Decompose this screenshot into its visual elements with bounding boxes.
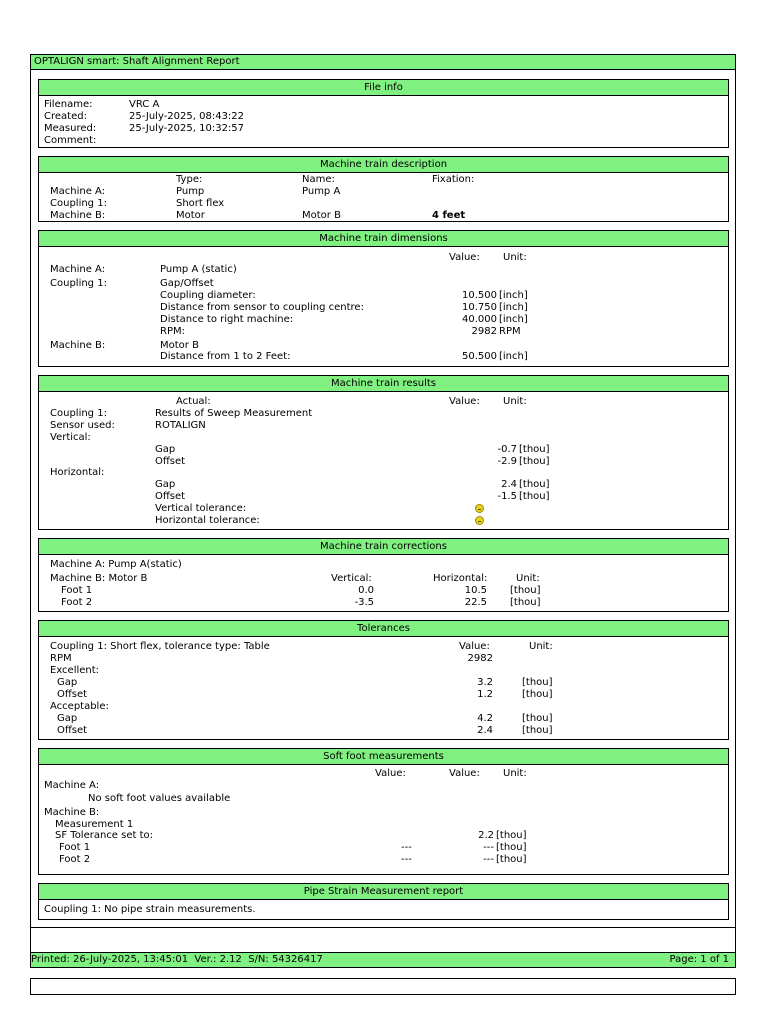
report-footer: [31, 952, 735, 967]
desc-row-label: Machine A:: [50, 186, 106, 197]
file-info-title: File info: [39, 80, 728, 96]
measured-label: Measured:: [44, 123, 97, 134]
exc-offset-unit: [thou]: [522, 689, 553, 700]
correction-unit: [thou]: [510, 597, 541, 608]
correction-vertical: -3.5: [354, 597, 374, 608]
train-dimensions-title: Machine train dimensions: [39, 231, 728, 247]
dim-value: 10.500: [462, 290, 497, 301]
horizontal-label: Horizontal:: [50, 467, 105, 478]
correction-horizontal: 10.5: [464, 585, 487, 596]
v-offset-unit: [thou]: [519, 456, 550, 467]
neutral-smiley-icon: [475, 516, 484, 525]
sf-measurement: Measurement 1: [55, 819, 134, 830]
sf-foot-value1: ---: [401, 842, 412, 853]
sf-foot-unit: [thou]: [496, 842, 527, 853]
soft-foot-title: Soft foot measurements: [39, 749, 728, 765]
h-offset-label: Offset: [155, 491, 186, 502]
sf-machine-a-label: Machine A:: [44, 780, 100, 791]
acc-gap-label: Gap: [57, 713, 78, 724]
coupling-label: Coupling 1:: [50, 408, 107, 419]
acc-offset-value: 2.4: [477, 725, 493, 736]
machine-a-label: Machine A:: [50, 264, 106, 275]
tolerances-coupling: Coupling 1: Short flex, tolerance type: Table: [50, 641, 270, 652]
exc-gap-label: Gap: [57, 677, 78, 688]
col-value: Value:: [459, 641, 490, 652]
col-horizontal: Horizontal:: [433, 573, 488, 584]
h-tolerance-label: Horizontal tolerance:: [155, 515, 260, 526]
desc-row-type: Motor: [176, 210, 205, 221]
feet-distance-unit: [inch]: [499, 351, 528, 362]
machine-b-value: Motor B: [160, 340, 199, 351]
desc-row-name: Pump A: [302, 186, 341, 197]
comment-label: Comment:: [44, 135, 97, 146]
sf-tolerance-value: 2.2: [478, 830, 494, 841]
sf-foot-label: Foot 2: [59, 854, 91, 865]
correction-foot-label: Foot 2: [61, 597, 93, 608]
rpm-label: RPM: [50, 653, 72, 664]
col-unit: Unit:: [503, 396, 527, 407]
desc-row-fixation: 4 feet: [432, 210, 466, 221]
h-gap-label: Gap: [155, 479, 176, 490]
correction-vertical: 0.0: [358, 585, 374, 596]
measured-value: 25-July-2025, 10:32:57: [129, 123, 245, 134]
acceptable-label: Acceptable:: [50, 701, 109, 712]
train-results-section: [38, 375, 729, 530]
v-gap-label: Gap: [155, 444, 176, 455]
feet-distance-label: Distance from 1 to 2 Feet:: [160, 351, 291, 362]
desc-row-name: Motor B: [302, 210, 341, 221]
pipe-strain-title: Pipe Strain Measurement report: [39, 884, 728, 900]
dim-unit: [inch]: [499, 302, 528, 313]
col-fixation: Fixation:: [432, 174, 475, 185]
bottom-box: [30, 978, 736, 995]
sf-foot-unit: [thou]: [496, 854, 527, 865]
file-info-section: [38, 79, 729, 148]
divider: [31, 927, 735, 928]
h-gap-unit: [thou]: [519, 479, 550, 490]
dim-unit: RPM: [499, 326, 521, 337]
sf-foot-value2: ---: [483, 842, 494, 853]
train-results-title: Machine train results: [39, 376, 728, 392]
correction-unit: [thou]: [510, 585, 541, 596]
sf-tolerance-label: SF Tolerance set to:: [55, 830, 154, 841]
tolerances-title: Tolerances: [39, 621, 728, 637]
sf-no-values: No soft foot values available: [88, 793, 231, 804]
dim-value: 10.750: [462, 302, 497, 313]
h-offset-unit: [thou]: [519, 491, 550, 502]
sf-foot-value1: ---: [401, 854, 412, 865]
acc-gap-unit: [thou]: [522, 713, 553, 724]
h-gap-value: 2.4: [501, 479, 517, 490]
sf-tolerance-unit: [thou]: [496, 830, 527, 841]
desc-row-type: Pump: [176, 186, 205, 197]
rpm-value: 2982: [467, 653, 493, 664]
acc-offset-unit: [thou]: [522, 725, 553, 736]
corrections-title: Machine train corrections: [39, 539, 728, 555]
correction-foot-label: Foot 1: [61, 585, 93, 596]
col-unit: Unit:: [516, 573, 540, 584]
dim-label: Distance to right machine:: [160, 314, 294, 325]
printed-info: Printed: 26-July-2025, 13:45:01 Ver.: 2.12 S/N: 54326417: [31, 954, 323, 965]
exc-offset-label: Offset: [57, 689, 88, 700]
train-description-title: Machine train description: [39, 157, 728, 173]
sf-machine-b-label: Machine B:: [44, 807, 100, 818]
feet-distance-value: 50.500: [462, 351, 497, 362]
page-number: Page: 1 of 1: [669, 954, 729, 965]
col-value: Value:: [375, 768, 406, 779]
train-dimensions-section: [38, 230, 729, 367]
dim-value: 2982: [471, 326, 497, 337]
h-offset-value: -1.5: [497, 491, 517, 502]
exc-offset-value: 1.2: [477, 689, 493, 700]
col-value: Value:: [449, 768, 480, 779]
train-description-section: [38, 156, 729, 222]
pipe-strain-text: Coupling 1: No pipe strain measurements.: [44, 904, 256, 915]
sf-foot-value2: ---: [483, 854, 494, 865]
corrections-section: [38, 538, 729, 612]
neutral-smiley-icon: [475, 504, 484, 513]
col-unit: Unit:: [503, 768, 527, 779]
v-gap-value: -0.7: [497, 444, 517, 455]
report-title: OPTALIGN smart: Shaft Alignment Report: [31, 55, 735, 70]
v-gap-unit: [thou]: [519, 444, 550, 455]
col-name: Name:: [302, 174, 335, 185]
excellent-label: Excellent:: [50, 665, 100, 676]
desc-row-type: Short flex: [176, 198, 225, 209]
v-tolerance-label: Vertical tolerance:: [155, 503, 247, 514]
created-label: Created:: [44, 111, 87, 122]
sensor-value: ROTALIGN: [155, 420, 206, 431]
dim-unit: [inch]: [499, 290, 528, 301]
desc-row-label: Coupling 1:: [50, 198, 107, 209]
tolerances-section: [38, 620, 729, 740]
desc-row-label: Machine B:: [50, 210, 106, 221]
exc-gap-value: 3.2: [477, 677, 493, 688]
filename-value: VRC A: [129, 99, 160, 110]
col-unit: Unit:: [503, 252, 527, 263]
corrections-machine-a: Machine A: Pump A(static): [50, 559, 182, 570]
machine-b-label: Machine B:: [50, 340, 106, 351]
created-value: 25-July-2025, 08:43:22: [129, 111, 245, 122]
exc-gap-unit: [thou]: [522, 677, 553, 688]
correction-horizontal: 22.5: [464, 597, 487, 608]
actual-label: Actual:: [176, 396, 211, 407]
dim-value: 40.000: [462, 314, 497, 325]
corrections-machine-b: Machine B: Motor B: [50, 573, 148, 584]
coupling-value: Results of Sweep Measurement: [155, 408, 313, 419]
machine-a-value: Pump A (static): [160, 264, 237, 275]
col-value: Value:: [449, 252, 480, 263]
dim-label: RPM:: [160, 326, 185, 337]
acc-offset-label: Offset: [57, 725, 88, 736]
dim-unit: [inch]: [499, 314, 528, 325]
col-type: Type:: [176, 174, 203, 185]
col-value: Value:: [449, 396, 480, 407]
vertical-label: Vertical:: [50, 432, 91, 443]
col-vertical: Vertical:: [331, 573, 372, 584]
sf-foot-label: Foot 1: [59, 842, 91, 853]
v-offset-value: -2.9: [497, 456, 517, 467]
dim-label: Coupling diameter:: [160, 290, 256, 301]
dim-label: Distance from sensor to coupling centre:: [160, 302, 364, 313]
sensor-label: Sensor used:: [50, 420, 115, 431]
v-offset-label: Offset: [155, 456, 186, 467]
acc-gap-value: 4.2: [477, 713, 493, 724]
pipe-strain-section: [38, 883, 729, 920]
filename-label: Filename:: [44, 99, 93, 110]
coupling-label: Coupling 1:: [50, 278, 107, 289]
soft-foot-section: [38, 748, 729, 875]
col-unit: Unit:: [529, 641, 553, 652]
coupling-value: Gap/Offset: [160, 278, 214, 289]
